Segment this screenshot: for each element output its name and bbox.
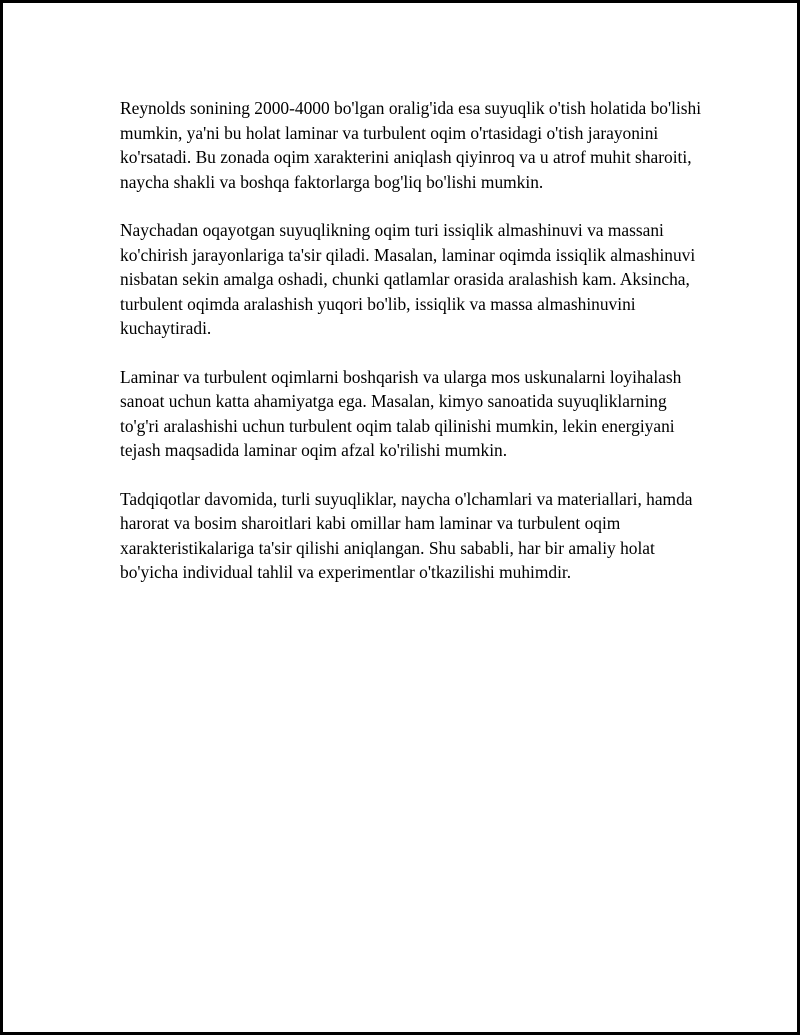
document-body	[120, 96, 702, 609]
paragraph-2: Naychadan oqayotgan suyuqlikning oqim turi issiqlik almashinuvi va massani ko'chirish jarayonlariga ta'sir qiladi. Masalan, laminar oqimda issiqlik almashinuvi nisbatan sekin amalga oshadi, chunki qatlamlar orasida aralashish kam. Aksincha, turbulent oqimda aralashish yuqori bo'lib, issiqlik va massa almashinuvini kuchaytiradi.	[120, 220, 696, 338]
paragraph-4: Tadqiqotlar davomida, turli suyuqliklar, naycha o'lchamlari va materiallari, hamda harorat va bosim sharoitlari kabi omillar ham laminar va turbulent oqim xarakteristikalariga ta'sir qilishi aniqlangan. Shu sababli, har bir amaliy holat bo'yicha individual tahlil va experimentlar o'tkazilishi muhimdir.	[120, 488, 693, 582]
paragraph-3: Laminar va turbulent oqimlarni boshqarish va ularga mos uskunalarni loyihalash sanoat uchun katta ahamiyatga ega. Masalan, kimyo sanoatida suyuqliklarning to'g'ri aralashishi uchun turbulent oqim talab qilinishi mumkin, lekin energiyani tejash maqsadida laminar oqim afzal ko'rilishi mumkin.	[120, 366, 682, 460]
paragraph-1: Reynolds sonining 2000-4000 bo'lgan oralig'ida esa suyuqlik o'tish holatida bo'lishi mumkin, ya'ni bu holat laminar va turbulent oqim o'rtasidagi o'tish jarayonini ko'rsatadi. Bu zonada oqim xarakterini aniqlash qiyinroq va u atrof muhit sharoiti, naycha shakli va boshqa faktorlarga bog'liq bo'lishi mumkin.	[120, 98, 702, 192]
